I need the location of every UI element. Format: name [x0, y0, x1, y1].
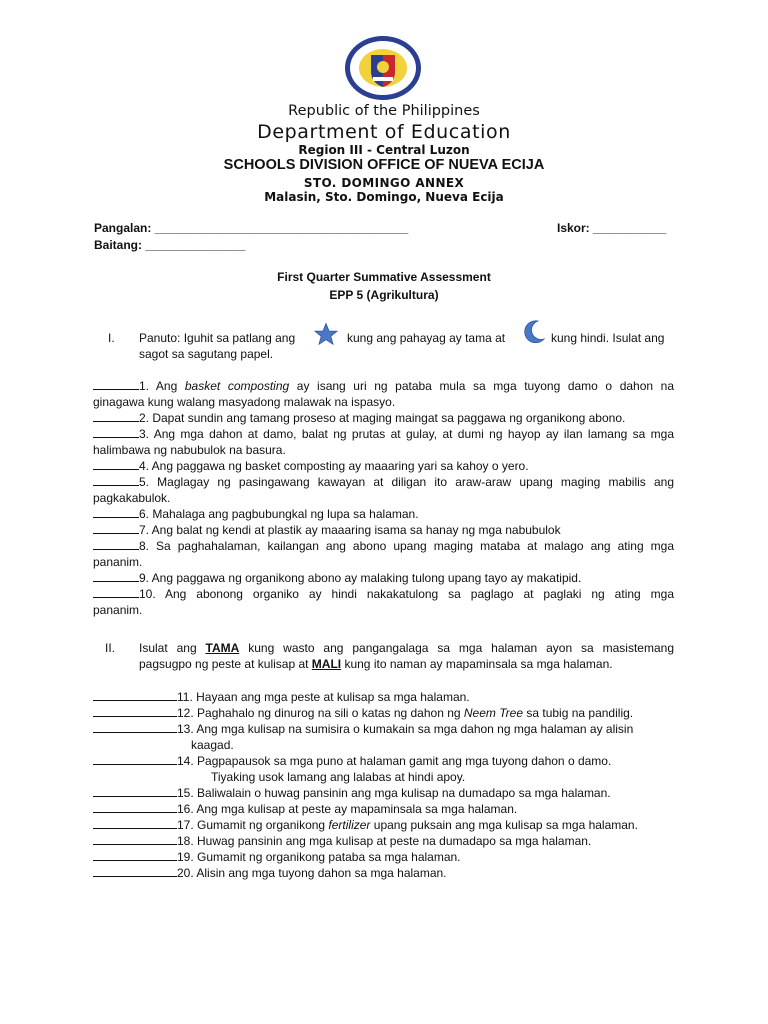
list-item: 19. Gumamit ng organikong pataba sa mga halaman.	[93, 849, 674, 865]
list-item: 12. Paghahalo ng dinurog na sili o katas ng dahon ng Neem Tree sa tubig na pandilig.	[93, 705, 674, 721]
list-item: 9. Ang paggawa ng organikong abono ay malaking tulong upang tayo ay makatipid.	[93, 570, 674, 586]
mali-keyword: MALI	[311, 657, 342, 671]
answer-blank[interactable]	[93, 522, 139, 534]
part1-instr-b: kung ang pahayag ay tama at	[347, 331, 506, 345]
list-item: 18. Huwag pansinin ang mga kulisap at peste na dumadapo sa mga halaman.	[93, 833, 674, 849]
header-department: Department of Education	[257, 121, 511, 143]
answer-blank[interactable]	[93, 785, 177, 797]
answer-blank[interactable]	[93, 801, 177, 813]
answer-blank[interactable]	[93, 817, 177, 829]
list-item-continuation: pananim.	[93, 555, 143, 569]
list-item: 16. Ang mga kulisap at peste ay mapaminsala sa mga halaman.	[93, 801, 674, 817]
answer-blank[interactable]	[93, 474, 139, 486]
list-item: 6. Mahalaga ang pagbubungkal ng lupa sa halaman.	[93, 506, 674, 522]
list-item-continuation: halimbawa ng nabubulok na basura.	[93, 443, 286, 457]
score-field[interactable]: Iskor: ___________	[557, 221, 667, 235]
list-item-continuation: ginagawa kung walang masyadong malawak na ispasyo.	[93, 395, 396, 409]
list-item: 8. Sa paghahalaman, kailangan ang abono upang maging mataba at malago ang ating mga	[93, 538, 674, 554]
header-republic: Republic of the Philippines	[288, 103, 480, 119]
list-item-continuation: pagkakabulok.	[93, 491, 171, 505]
part1-items	[93, 378, 674, 618]
grade-field[interactable]: Baitang: _______________	[94, 238, 246, 252]
list-item: 11. Hayaan ang mga peste at kulisap sa mga halaman.	[93, 689, 674, 705]
list-item: 10. Ang abonong organiko ay hindi nakakatulong sa paglago at paglaki ng ating mga	[93, 586, 674, 602]
answer-blank[interactable]	[93, 865, 177, 877]
header-region: Region III - Central Luzon	[298, 143, 470, 157]
name-field[interactable]: Pangalan: ______________________________________	[94, 221, 409, 235]
answer-blank[interactable]	[93, 753, 177, 765]
list-item: 13. Ang mga kulisap na sumisira o kumakain sa mga dahon ng mga halaman ay alisin	[93, 721, 674, 737]
part2-instructions: Isulat ang TAMA kung wasto ang pangangalaga sa mga halaman ayon sa masistemang pagsugpo ng peste at kulisap at MALI kung ito naman ay mapaminsala sa mga halaman.	[139, 641, 674, 671]
answer-blank[interactable]	[93, 721, 177, 733]
answer-blank[interactable]	[93, 689, 177, 701]
answer-blank[interactable]	[93, 538, 139, 550]
list-item: 15. Baliwalain o huwag pansinin ang mga kulisap na dumadapo sa mga halaman.	[93, 785, 674, 801]
part2-items	[93, 689, 674, 881]
part1-instr-d: sagot sa sagutang papel.	[139, 347, 274, 361]
list-item: 1. Ang basket composting ay isang uri ng pataba mula sa mga tuyong damo o dahon na	[93, 378, 674, 394]
answer-blank[interactable]	[93, 570, 139, 582]
part1-instr-a: Panuto: Iguhit sa patlang ang	[139, 331, 296, 345]
header-division: SCHOOLS DIVISION OFFICE OF NUEVA ECIJA	[223, 157, 545, 173]
header-school: STO. DOMINGO ANNEX	[303, 176, 465, 190]
tama-keyword: TAMA	[205, 641, 240, 655]
answer-blank[interactable]	[93, 410, 139, 422]
answer-blank[interactable]	[93, 705, 177, 717]
list-item: 20. Alisin ang mga tuyong dahon sa mga halaman.	[93, 865, 674, 881]
moon-icon	[522, 319, 546, 343]
part1-instr-c: kung hindi. Isulat ang	[551, 331, 665, 345]
list-item: 14. Pagpapausok sa mga puno at halaman gamit ang mga tuyong dahon o damo.	[93, 753, 674, 769]
answer-blank[interactable]	[93, 586, 139, 598]
list-item: 17. Gumamit ng organikong fertilizer upang puksain ang mga kulisap sa mga halaman.	[93, 817, 674, 833]
answer-blank[interactable]	[93, 426, 139, 438]
part1-numeral: I.	[108, 331, 115, 345]
list-item: 4. Ang paggawa ng basket composting ay maaaring yari sa kahoy o yero.	[93, 458, 674, 474]
answer-blank[interactable]	[93, 506, 139, 518]
list-item: 2. Dapat sundin ang tamang proseso at maging maingat sa paggawa ng organikong abono.	[93, 410, 674, 426]
list-item: 5. Maglagay ng pasingawang kawayan at diligan ito araw-araw upang maging mabilis ang	[93, 474, 674, 490]
list-item: 7. Ang balat ng kendi at plastik ay maaaring isama sa hanay ng mga nabubulok	[93, 522, 674, 538]
answer-blank[interactable]	[93, 849, 177, 861]
deped-seal-logo	[343, 35, 423, 101]
star-icon	[314, 322, 338, 346]
assessment-title: First Quarter Summative Assessment	[277, 270, 491, 284]
header-address: Malasin, Sto. Domingo, Nueva Ecija	[264, 190, 504, 204]
list-item-continuation: Tiyaking usok lamang ang lalabas at hindi apoy.	[211, 770, 466, 784]
list-item-continuation: kaagad.	[191, 738, 234, 752]
answer-blank[interactable]	[93, 833, 177, 845]
list-item: 3. Ang mga dahon at damo, balat ng prutas at gulay, at dumi ng hayop ay ilan lamang sa mga	[93, 426, 674, 442]
answer-blank[interactable]	[93, 458, 139, 470]
answer-blank[interactable]	[93, 378, 139, 390]
assessment-subject: EPP 5 (Agrikultura)	[329, 288, 439, 302]
list-item-continuation: pananim.	[93, 603, 143, 617]
part2-numeral: II.	[105, 641, 116, 655]
